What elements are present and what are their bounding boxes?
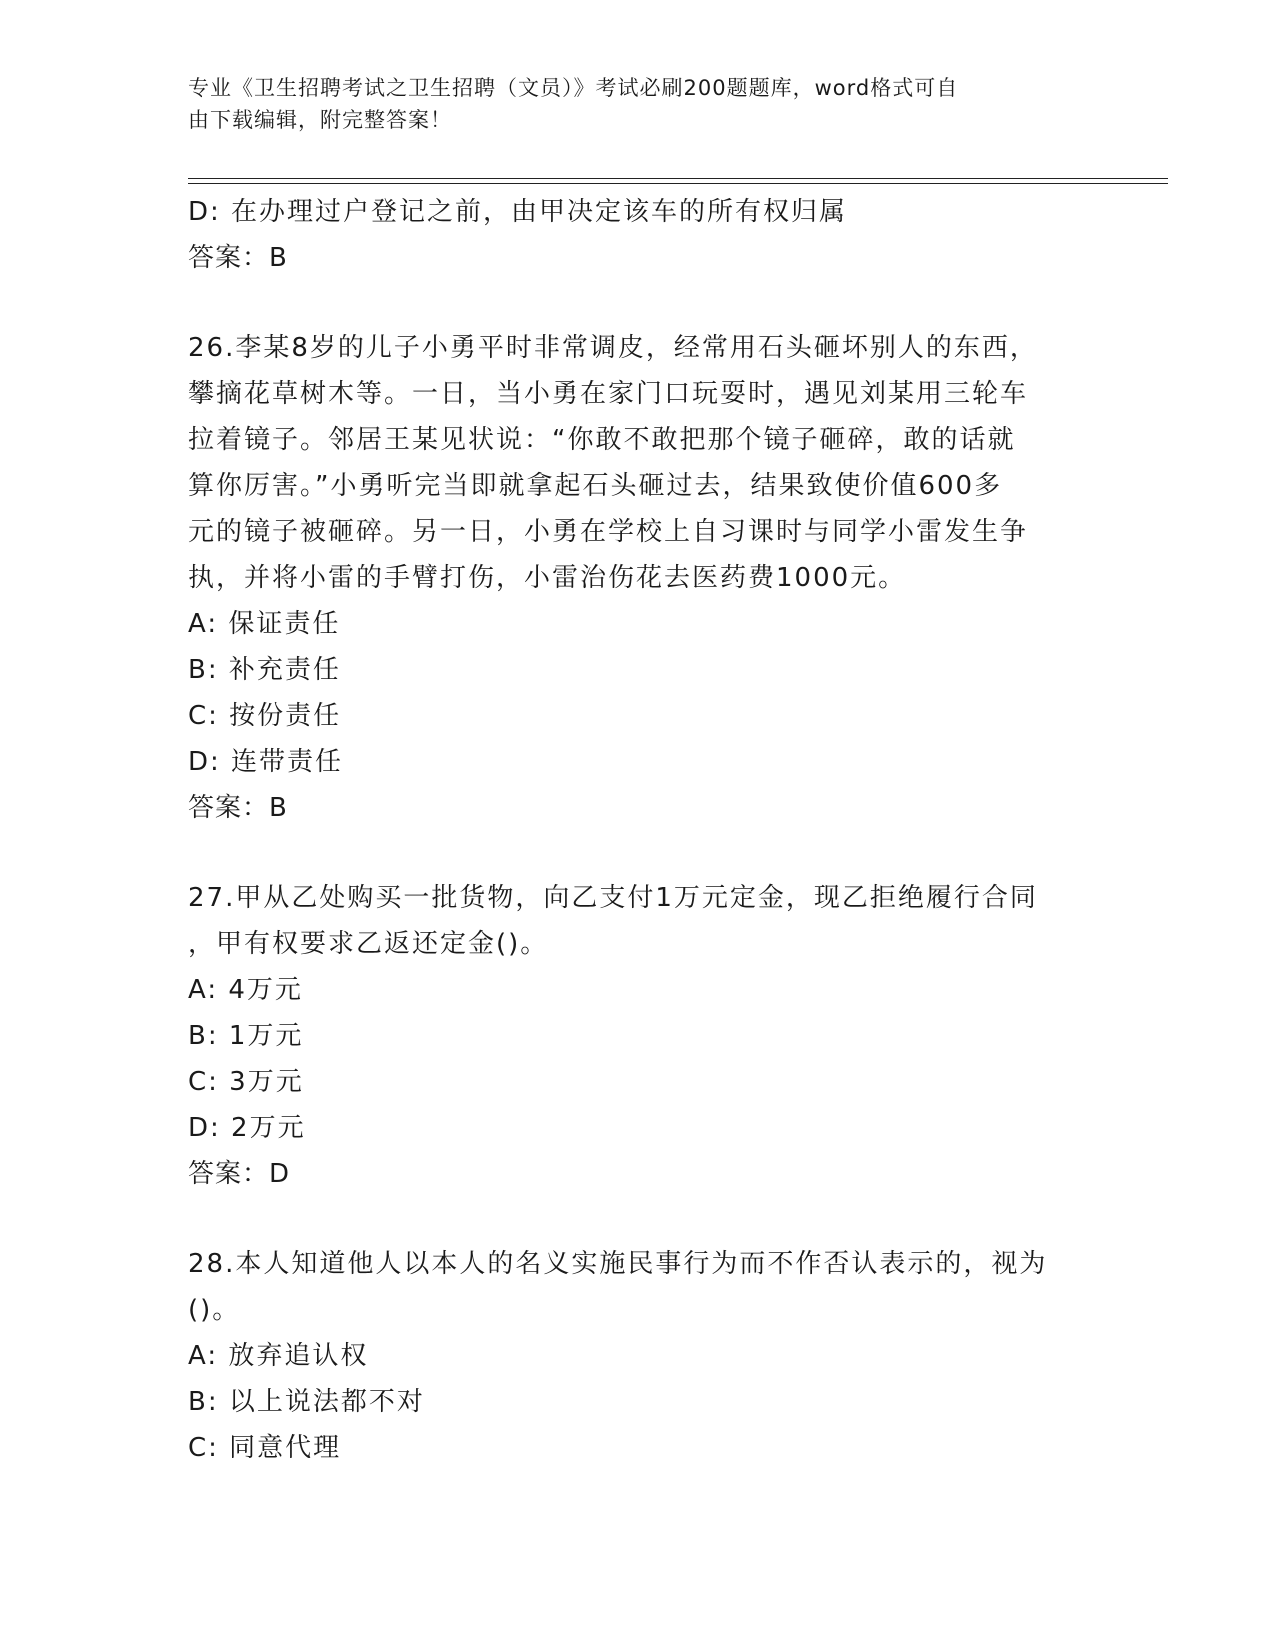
stem-line: 28.本人知道他人以本人的名义实施民事行为而不作否认表示的，视为	[188, 1249, 1048, 1279]
answer: 答案：D	[188, 1159, 291, 1189]
option-d: D: 在办理过户登记之前，由甲决定该车的所有权归属	[188, 197, 848, 227]
option-b: B: 以上说法都不对	[188, 1387, 425, 1417]
option-a: A: 放弃追认权	[188, 1341, 369, 1371]
header-divider-bottom	[188, 183, 1168, 184]
header-divider-top	[188, 178, 1168, 179]
question-27	[188, 875, 1088, 1197]
document-header	[188, 72, 1068, 136]
stem-line: 执，并将小雷的手臂打伤，小雷治伤花去医药费1000元。	[188, 563, 907, 593]
stem-line: 元的镜子被砸碎。另一日，小勇在学校上自习课时与同学小雷发生争	[188, 517, 1029, 547]
option-c: C: 按份责任	[188, 701, 342, 731]
header-line-2: 由下载编辑，附完整答案！	[188, 108, 452, 132]
question-stem	[188, 1241, 1088, 1333]
question-stem	[188, 325, 1088, 601]
stem-line: 拉着镜子。邻居王某见状说：“你敢不敢把那个镜子砸碎，敢的话就	[188, 425, 1016, 455]
spacer	[188, 1197, 1088, 1241]
option-d: D: 2万元	[188, 1113, 306, 1143]
option-c: C: 3万元	[188, 1067, 304, 1097]
option-a: A: 保证责任	[188, 609, 341, 639]
option-b: B: 补充责任	[188, 655, 341, 685]
question-26	[188, 325, 1088, 831]
spacer	[188, 831, 1088, 875]
answer: 答案：B	[188, 243, 288, 273]
answer: 答案：B	[188, 793, 288, 823]
stem-line: ()。	[188, 1295, 241, 1325]
option-a: A: 4万元	[188, 975, 303, 1005]
question-stem	[188, 875, 1088, 967]
spacer	[188, 281, 1088, 325]
question-25	[188, 189, 1088, 281]
stem-line: 算你厉害。”小勇听完当即就拿起石头砸过去，结果致使价值600多	[188, 471, 1003, 501]
option-d: D: 连带责任	[188, 747, 344, 777]
option-b: B: 1万元	[188, 1021, 304, 1051]
stem-line: 27.甲从乙处购买一批货物，向乙支付1万元定金，现乙拒绝履行合同	[188, 883, 1038, 913]
question-list	[188, 189, 1088, 1471]
stem-line: ，甲有权要求乙返还定金()。	[188, 929, 549, 959]
header-line-1: 专业《卫生招聘考试之卫生招聘（文员）》考试必刷200题题库，word格式可自	[188, 76, 959, 100]
question-28	[188, 1241, 1088, 1471]
stem-line: 26.李某8岁的儿子小勇平时非常调皮，经常用石头砸坏别人的东西，	[188, 333, 1038, 363]
option-c: C: 同意代理	[188, 1433, 342, 1463]
stem-line: 攀摘花草树木等。一日，当小勇在家门口玩耍时，遇见刘某用三轮车	[188, 379, 1029, 409]
